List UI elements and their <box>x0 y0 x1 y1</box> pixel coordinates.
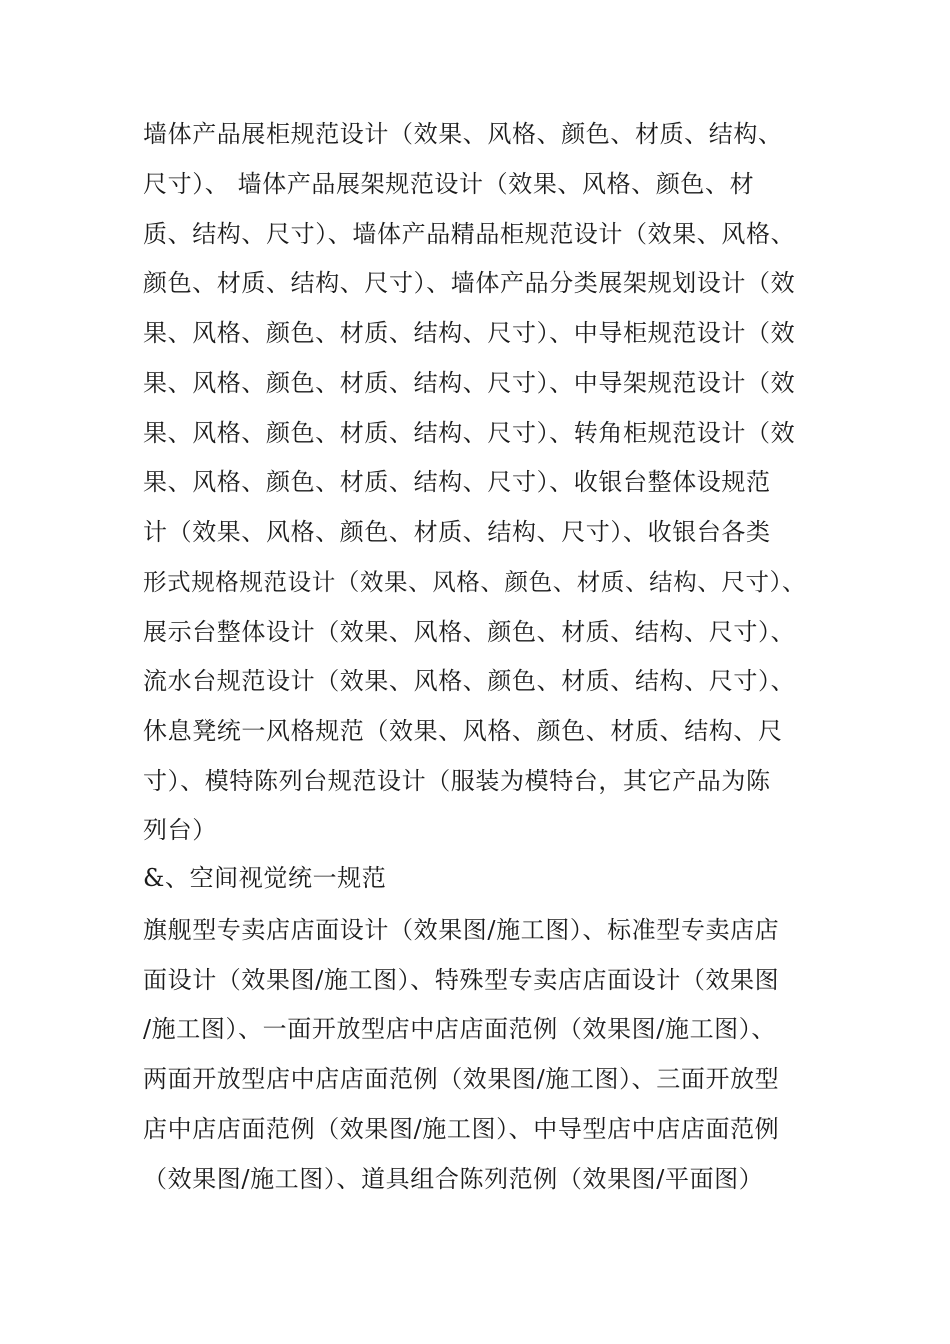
section-heading: &、空间视觉统一规范 <box>143 864 387 892</box>
text-line: 果、风格、颜色、材质、结构、尺寸）、收银台整体设规范 <box>143 468 771 496</box>
text-line: 果、风格、颜色、材质、结构、尺寸）、转角柜规范设计（效 <box>143 419 796 447</box>
text-line: （效果图/施工图）、道具组合陈列范例（效果图/平面图） <box>143 1165 764 1193</box>
text-line: 形式规格规范设计（效果、风格、颜色、材质、结构、尺寸）、 <box>143 568 807 596</box>
text-line: 尺寸）、 墙体产品展架规范设计（效果、风格、颜色、材 <box>143 170 755 198</box>
text-line: 质、结构、尺寸）、墙体产品精品柜规范设计（效果、风格、 <box>143 220 796 248</box>
text-line: 两面开放型店中店店面范例（效果图/施工图）、三面开放型 <box>143 1065 780 1093</box>
text-line: 休息凳统一风格规范（效果、风格、颜色、材质、结构、尺 <box>143 717 783 745</box>
text-line: 展示台整体设计（效果、风格、颜色、材质、结构、尺寸）、 <box>143 618 796 646</box>
text-line: /施工图）、一面开放型店中店店面范例（效果图/施工图）、 <box>143 1015 776 1043</box>
text-line: 颜色、材质、结构、尺寸）、墙体产品分类展架规划设计（效 <box>143 269 796 297</box>
text-line: 列台） <box>143 816 217 844</box>
text-line: 计（效果、风格、颜色、材质、结构、尺寸）、收银台各类 <box>143 518 771 546</box>
text-line: 果、风格、颜色、材质、结构、尺寸）、中导架规范设计（效 <box>143 369 796 397</box>
text-line: 墙体产品展柜规范设计（效果、风格、颜色、材质、结构、 <box>143 120 783 148</box>
text-line: 店中店店面范例（效果图/施工图）、中导型店中店店面范例 <box>143 1115 780 1143</box>
text-line: 面设计（效果图/施工图）、特殊型专卖店店面设计（效果图 <box>143 966 780 994</box>
text-line: 果、风格、颜色、材质、结构、尺寸）、中导柜规范设计（效 <box>143 319 796 347</box>
text-line: 流水台规范设计（效果、风格、颜色、材质、结构、尺寸）、 <box>143 667 796 695</box>
text-line: 旗舰型专卖店店面设计（效果图/施工图）、标准型专卖店店 <box>143 916 780 944</box>
text-line: 寸）、模特陈列台规范设计（服装为模特台，其它产品为陈 <box>143 767 771 795</box>
